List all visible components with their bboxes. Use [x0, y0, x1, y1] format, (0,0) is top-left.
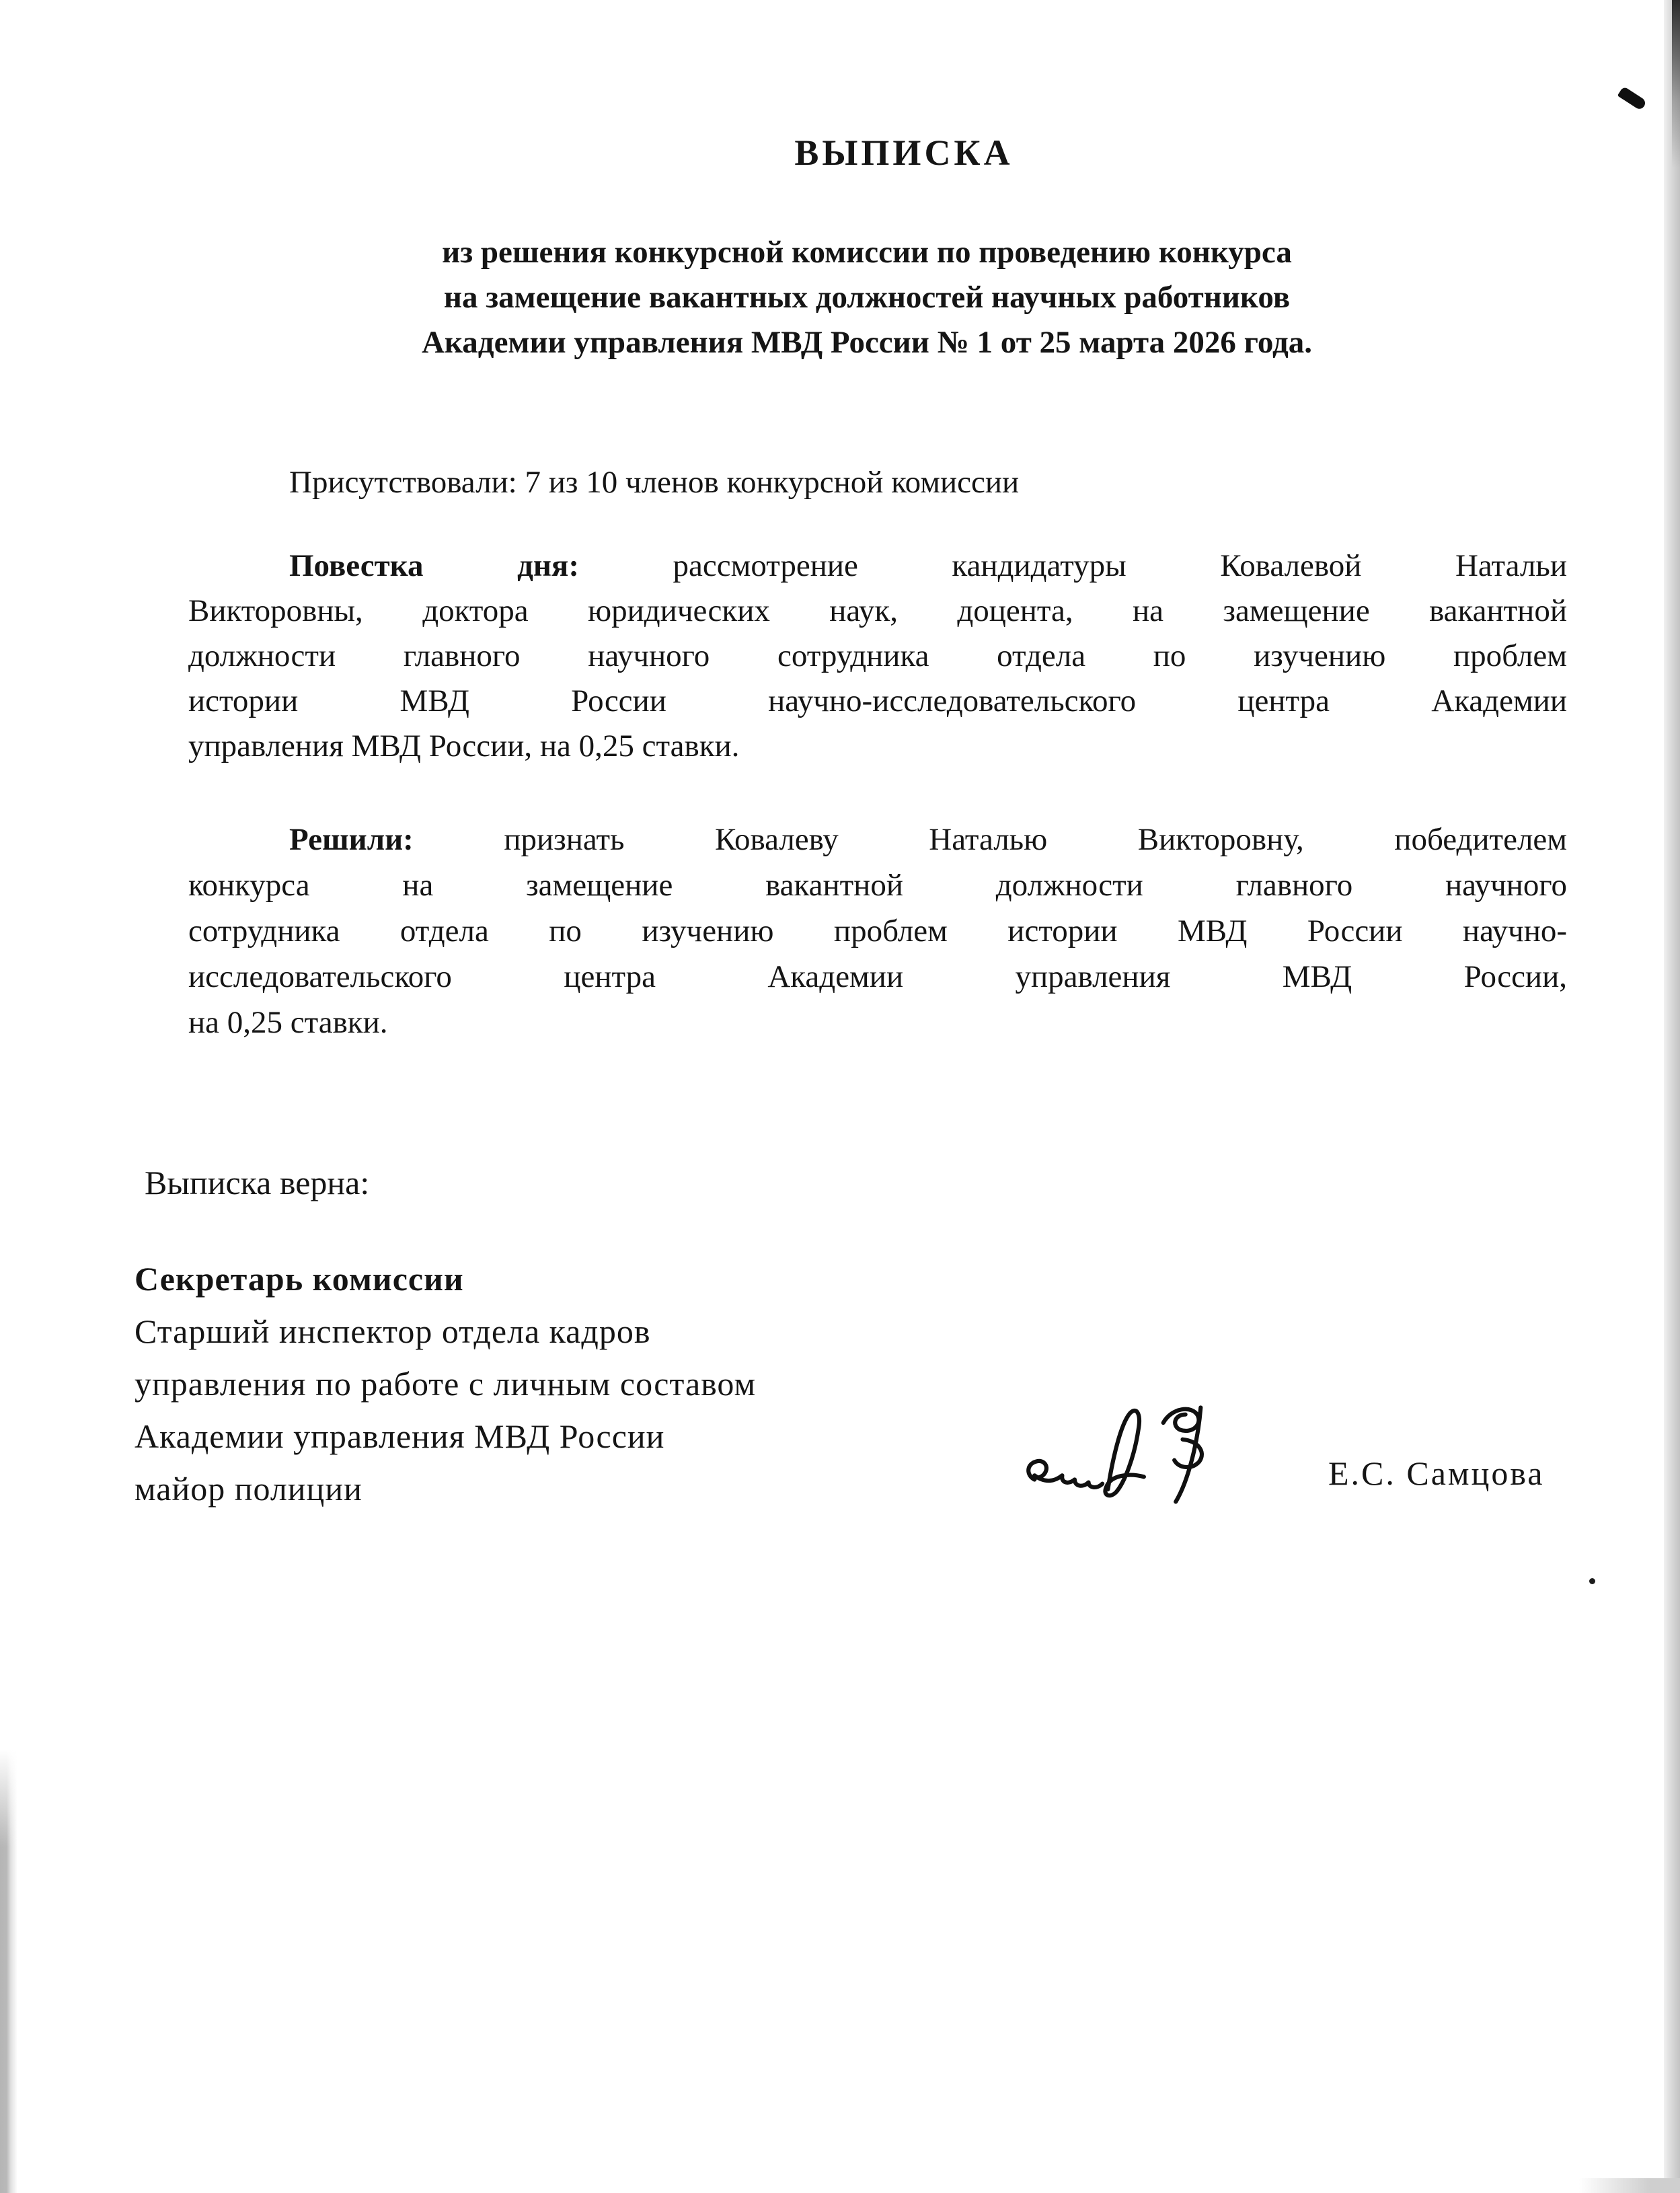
scan-edge-right [1664, 0, 1680, 2193]
scan-corner-smudge [1579, 2178, 1680, 2193]
certification-line: Выписка верна: [145, 1164, 370, 1201]
subtitle-line-2: на замещение вакантных должностей научных работников [443, 280, 1291, 315]
agenda-line-1 [188, 544, 1567, 589]
resolution-paragraph [188, 817, 1567, 1045]
signature-block [135, 1253, 1076, 1515]
signatory-title-line-5: майор полиции [135, 1470, 362, 1508]
agenda-line-3: должности главного научного сотрудника отдела по изучению проблем [188, 638, 1567, 673]
resolution-line-1 [188, 817, 1567, 862]
agenda-label: Повестка дня: [289, 548, 579, 583]
attendance-line [188, 460, 1567, 505]
ink-speck-dot [1589, 1578, 1595, 1584]
resolution-line-1-text: признать Ковалеву Наталью Викторовну, победителем [413, 822, 1567, 857]
resolution-line-2: конкурса на замещение вакантной должности главного научного [188, 868, 1567, 903]
signatory-title-line-4: Академии управления МВД России [135, 1417, 665, 1455]
resolution-label: Решили: [289, 822, 414, 857]
ink-mark-top-right [1617, 86, 1647, 111]
attendance-text: Присутствовали: 7 из 10 членов конкурсной комиссии [289, 465, 1020, 500]
signatory-title-line-2: Старший инспектор отдела кадров [135, 1312, 651, 1350]
agenda-paragraph [188, 544, 1567, 769]
resolution-line-4: исследовательского центра Академии управления МВД России, [188, 959, 1567, 994]
agenda-line-4: истории МВД России научно-исследовательского центра Академии [188, 683, 1567, 718]
signatory-role: Секретарь комиссии [135, 1260, 464, 1298]
agenda-line-2: Викторовны, доктора юридических наук, доцента, на замещение вакантной [188, 593, 1567, 628]
document-title: ВЫПИСКА [794, 133, 1014, 173]
scan-edge-left-bottom [0, 1749, 17, 2193]
document-subtitle [0, 230, 1680, 365]
scan-edge-right-top-shadow [1672, 0, 1680, 168]
signee-name: Е.С. Самцова [1328, 1454, 1545, 1492]
resolution-line-3: сотрудника отдела по изучению проблем истории МВД России научно- [188, 914, 1567, 949]
agenda-line-1-text: рассмотрение кандидатуры Ковалевой Натальи [579, 548, 1567, 583]
agenda-line-5: управления МВД России, на 0,25 ставки. [188, 729, 740, 764]
signatory-title-line-3: управления по работе с личным составом [135, 1365, 757, 1403]
handwritten-signature-icon [1019, 1398, 1227, 1516]
resolution-line-5: на 0,25 ставки. [188, 1005, 388, 1040]
subtitle-line-3: Академии управления МВД России № 1 от 25 марта 2026 года. [421, 325, 1312, 360]
subtitle-line-1: из решения конкурсной комиссии по проведению конкурса [442, 235, 1292, 270]
